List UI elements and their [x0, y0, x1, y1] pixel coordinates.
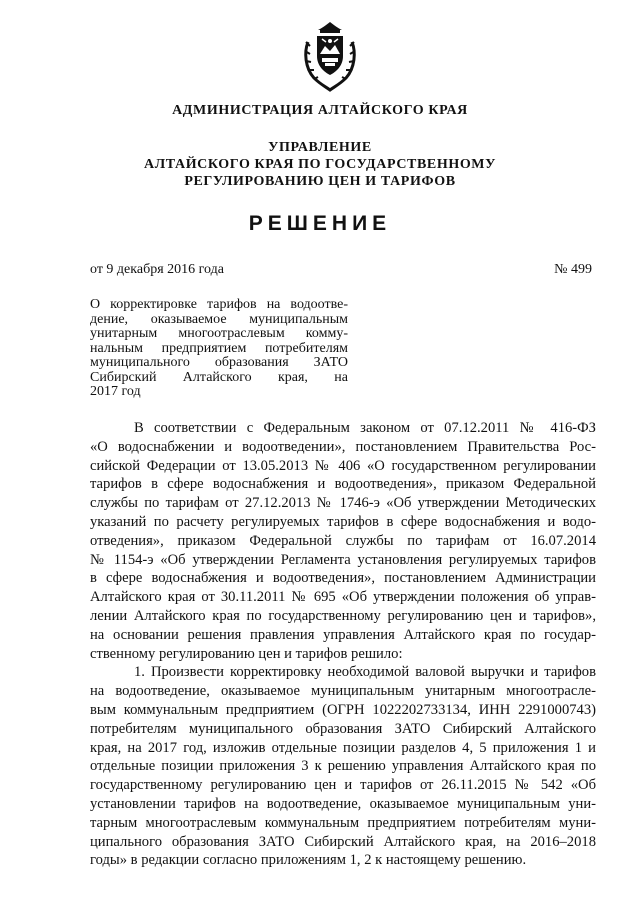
body-line: на водоотведение, оказываемое муниципальным унитарным многоотрасле-	[90, 683, 596, 700]
subject-line: муниципального образования ЗАТО	[90, 355, 348, 370]
body-line: № 1154-э «Об утверждении Регламента установления регулируемых тарифов	[90, 551, 596, 568]
body-line: 1. Произвести корректировку необходимой валовой выручки и тарифов	[134, 664, 596, 681]
body-line: в сфере водоснабжения и водоотведения», постановлением Администрации	[90, 570, 596, 587]
body-line: тарифов в сфере водоснабжения и водоотведения», приказом Федеральной	[90, 476, 596, 493]
body-line: ципального образования ЗАТО Сибирский Алтайского края, на 2016–2018	[90, 833, 596, 850]
subject-line: О корректировке тарифов на водоотве-	[90, 297, 348, 312]
subject-line: Сибирский Алтайского края, на	[90, 369, 348, 385]
organization-name: АДМИНИСТРАЦИЯ АЛТАЙСКОГО КРАЯ	[172, 103, 468, 118]
body-line: отведения», приказом Федеральной службы по тарифам от 16.07.2014	[90, 532, 596, 549]
body-line: В соответствии с Федеральным законом от 07.12.2011 № 416-ФЗ	[134, 420, 596, 436]
body-line: установлении тарифов на водоотведение, оказываемое муниципальным уни-	[90, 795, 596, 812]
document-body	[90, 419, 596, 870]
body-line: службы по тарифам от 27.12.2013 № 1746-э «Об утверждении Методических	[90, 495, 596, 512]
body-line: потребителям муниципального образования ЗАТО Сибирский Алтайского	[90, 720, 596, 737]
department-line: АЛТАЙСКОГО КРАЯ ПО ГОСУДАРСТВЕННОМУ	[144, 157, 496, 172]
body-line: отдельные позиции приложения 3 к решению управления Алтайского края по	[90, 758, 596, 775]
body-line: тарным многоотраслевым коммунальным предприятием потребителям муни-	[90, 814, 596, 831]
department-line: РЕГУЛИРОВАНИЮ ЦЕН И ТАРИФОВ	[184, 174, 456, 189]
body-line: сийской Федерации от 13.05.2013 № 406 «О государственном регулировании	[90, 457, 596, 474]
body-line: на основании решения правления управления Алтайского края по государ-	[90, 626, 596, 643]
body-line: лении Алтайского края по государственному регулированию цен и тарифов»,	[90, 607, 596, 624]
subject-line: дение, оказываемое муниципальным	[90, 311, 348, 327]
department-line: УПРАВЛЕНИЕ	[268, 140, 372, 155]
body-line: указаний по расчету регулируемых тарифов в сфере водоснабжения и водо-	[90, 513, 596, 530]
body-line: ственному регулированию цен и тарифов решило:	[90, 645, 403, 662]
document-date: от 9 декабря 2016 года	[90, 262, 224, 277]
subject-line: 2017 год	[90, 384, 141, 399]
subject-line: унитарным многоотраслевым комму-	[90, 326, 348, 341]
body-line: «О водоснабжении и водоотведении», постановлением Правительства Рос-	[90, 438, 596, 455]
altai-coat-of-arms-icon	[300, 20, 360, 92]
document-subject	[90, 298, 348, 400]
body-line: Алтайского края от 30.11.2011 № 695 «Об утверждении положения об управ-	[90, 589, 596, 606]
document-number: № 499	[554, 262, 592, 277]
subject-line: нальным предприятием потребителям	[90, 340, 348, 356]
document-type-title: РЕШЕНИЕ	[248, 212, 392, 235]
body-line: государственному регулированию цен и тарифов от 26.11.2015 № 542 «Об	[90, 777, 596, 794]
body-line: годы» в редакции согласно приложениям 1, 2 к настоящему решению.	[90, 852, 527, 869]
body-line: края, на 2017 год, изложив отдельные позиции разделов 4, 5 приложения 1 и	[90, 739, 596, 756]
body-line: вым коммунальным предприятием (ОГРН 1022202733134, ИНН 2291000743)	[90, 701, 596, 718]
department-name	[0, 139, 640, 190]
